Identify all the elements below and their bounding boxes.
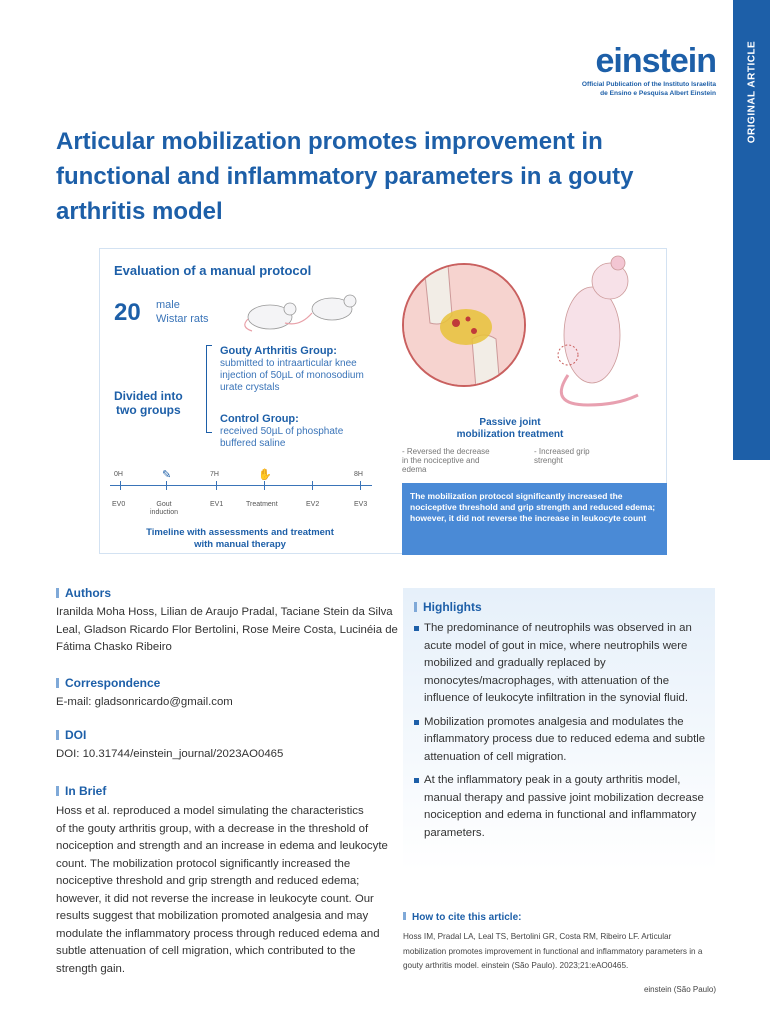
ga-gouty-line-1: submitted to intraarticular knee [220, 358, 357, 369]
ga-ev0: EV0 [112, 501, 126, 508]
ga-tick [264, 481, 265, 490]
in-brief-line: results suggest that mobilization promoted analgesia and may [56, 910, 369, 922]
ga-treatment: Treatment [246, 501, 278, 508]
ga-gouty-line-3: urate crystals [220, 382, 280, 393]
original-article-tab [733, 0, 770, 460]
ga-tick [312, 481, 313, 490]
ga-gout-induction-1: Gout [156, 501, 172, 508]
ga-control-line-2: buffered saline [220, 438, 286, 449]
ga-ev2: EV2 [306, 501, 320, 508]
ga-result-a-3: edema [402, 465, 427, 474]
ga-divided-line-2: two groups [116, 403, 181, 417]
ga-time-8h: 8H [354, 471, 363, 478]
authors-line-1: Iranilda Moha Hoss, Lilian de Araujo Pradal, Taciane Stein da Silva [56, 606, 393, 618]
ga-control-line-1: received 50µL of phosphate [220, 426, 344, 437]
ga-timeline-title-2: with manual therapy [194, 539, 286, 550]
ga-result-a-1: - Reversed the decrease [402, 447, 490, 456]
ga-time-0h: 0H [114, 471, 123, 478]
doi-heading: DOI [56, 728, 86, 742]
hand-icon: ✋ [258, 469, 272, 481]
knee-joint-drawing [404, 265, 526, 387]
ga-divided-line-1: Divided into [114, 389, 183, 403]
ga-time-7h: 7H [210, 471, 219, 478]
ga-gout-induction-2: induction [150, 509, 179, 516]
authors-heading: Authors [56, 586, 111, 600]
ga-passive-line-2: mobilization treatment [456, 429, 564, 440]
in-brief-line: of the gouty arthritis group, with a decrease in the threshold of [56, 822, 369, 835]
ga-tick [166, 481, 167, 490]
ga-divided-label [114, 389, 183, 417]
in-brief-line: Hoss et al. reproduced a model simulating the characteristics [56, 805, 364, 817]
highlight-item: Mobilization promotes analgesia and modulates the inflammatory process due to reduced edema and subtle attenuation of cell migration. [414, 714, 710, 767]
ga-result-b-1: - Increased grip [534, 447, 590, 456]
ga-conclusion-box [402, 483, 667, 555]
ga-passive-line-1: Passive joint [479, 417, 541, 428]
in-brief-text [56, 803, 388, 978]
authors-line-3: Fátima Chasko Ribeiro [56, 641, 172, 653]
in-brief-line: however, it did not reverse the increase in leukocyte count. Our [56, 892, 374, 905]
highlights-list [414, 620, 710, 848]
in-brief-line: nociceptive threshold and grip strength and reduced edema; [56, 875, 360, 887]
page-footer: einstein (São Paulo) [643, 985, 716, 994]
standing-rat-illustration [528, 255, 658, 415]
ga-timeline-title [120, 527, 360, 551]
ga-timeline-title-1: Timeline with assessments and treatment [146, 527, 334, 538]
ga-tick [120, 481, 121, 490]
original-article-label: ORIGINAL ARTICLE [746, 40, 757, 144]
highlight-item: At the inflammatory peak in a gouty arthritis model, manual therapy and passive joint mobilization decrease nociception and edema in functional and inflammatory parameters. [414, 772, 710, 842]
ga-ev1: EV1 [210, 501, 224, 508]
ga-count-label-2: Wistar rats [156, 313, 209, 325]
in-brief-line: count. The mobilization protocol significantly increased the [56, 857, 351, 870]
ga-bracket [206, 345, 212, 433]
journal-logo [560, 42, 716, 98]
article-title: Articular mobilization promotes improvement in functional and inflammatory parameters in a gouty arthritis model [56, 128, 634, 225]
in-brief-line: modulate the inflammatory process through reduced edema and [56, 927, 380, 940]
highlights-heading: Highlights [414, 600, 482, 614]
ga-gouty-title: Gouty Arthritis Group: [220, 345, 337, 357]
knee-joint-illustration [402, 263, 526, 387]
logo-wordmark: einstein [595, 42, 716, 80]
in-brief-line: strength gain. [56, 962, 126, 975]
ga-conclusion-text: The mobilization protocol significantly increased the nociceptive threshold and grip strength and reduced edema; however, it did not reverse the increase in leukocyte count [410, 491, 656, 523]
ga-result-a-2: in the nociceptive and [402, 456, 480, 465]
ga-result-b [534, 447, 590, 465]
ga-rat-count: 20 [114, 299, 141, 326]
rats-illustration [240, 287, 370, 337]
ga-timeline-axis [110, 485, 372, 486]
correspondence-email[interactable]: E-mail: gladsonricardo@gmail.com [56, 696, 233, 708]
authors-list [56, 604, 398, 657]
ga-gouty-line-2: injection of 50µL of monosodium [220, 370, 364, 381]
in-brief-line: nociception and strength and an increase in edema and leukocyte [56, 840, 388, 852]
correspondence-heading: Correspondence [56, 676, 160, 690]
ga-control-title: Control Group: [220, 413, 299, 425]
ga-result-b-2: strenght [534, 456, 563, 465]
logo-subtitle-2: de Ensino e Pesquisa Albert Einstein [600, 90, 716, 97]
ga-ev3: EV3 [354, 501, 368, 508]
ga-gout-induction [150, 501, 178, 517]
cite-heading: How to cite this article: [403, 912, 521, 923]
authors-line-2: Leal, Gladson Ricardo Flor Bertolini, Rose Meire Costa, Lucinéia de [56, 623, 398, 636]
ga-tick [360, 481, 361, 490]
graphical-abstract [99, 248, 667, 554]
ga-passive-title [420, 417, 600, 441]
doi-value[interactable]: DOI: 10.31744/einstein_journal/2023AO0465 [56, 748, 284, 760]
ga-header: Evaluation of a manual protocol [114, 263, 312, 278]
ga-tick [216, 481, 217, 490]
in-brief-line: subtle attenuation of cell migration, which contributed to the [56, 945, 356, 957]
ga-result-a [402, 447, 490, 474]
cite-text: Hoss IM, Pradal LA, Leal TS, Bertolini GR, Costa RM, Ribeiro LF. Articular mobilization promotes improvement in functional and inflammatory parameters in a gouty arthritis model. einstein (São Paulo). 2023;21:eAO0465. [403, 932, 703, 970]
syringe-icon: ✎ [162, 469, 172, 481]
highlight-item: The predominance of neutrophils was observed in an acute model of gout in mice, where neutrophils were mobilized and gradually replaced by monocytes/macrophages, with attenuation of the influence of leukocyte infiltration in the synovial fluid. [414, 620, 710, 708]
logo-subtitle-1: Official Publication of the Instituto Israelita [581, 81, 716, 88]
in-brief-heading: In Brief [56, 784, 106, 798]
ga-count-label-1: male [156, 299, 180, 311]
